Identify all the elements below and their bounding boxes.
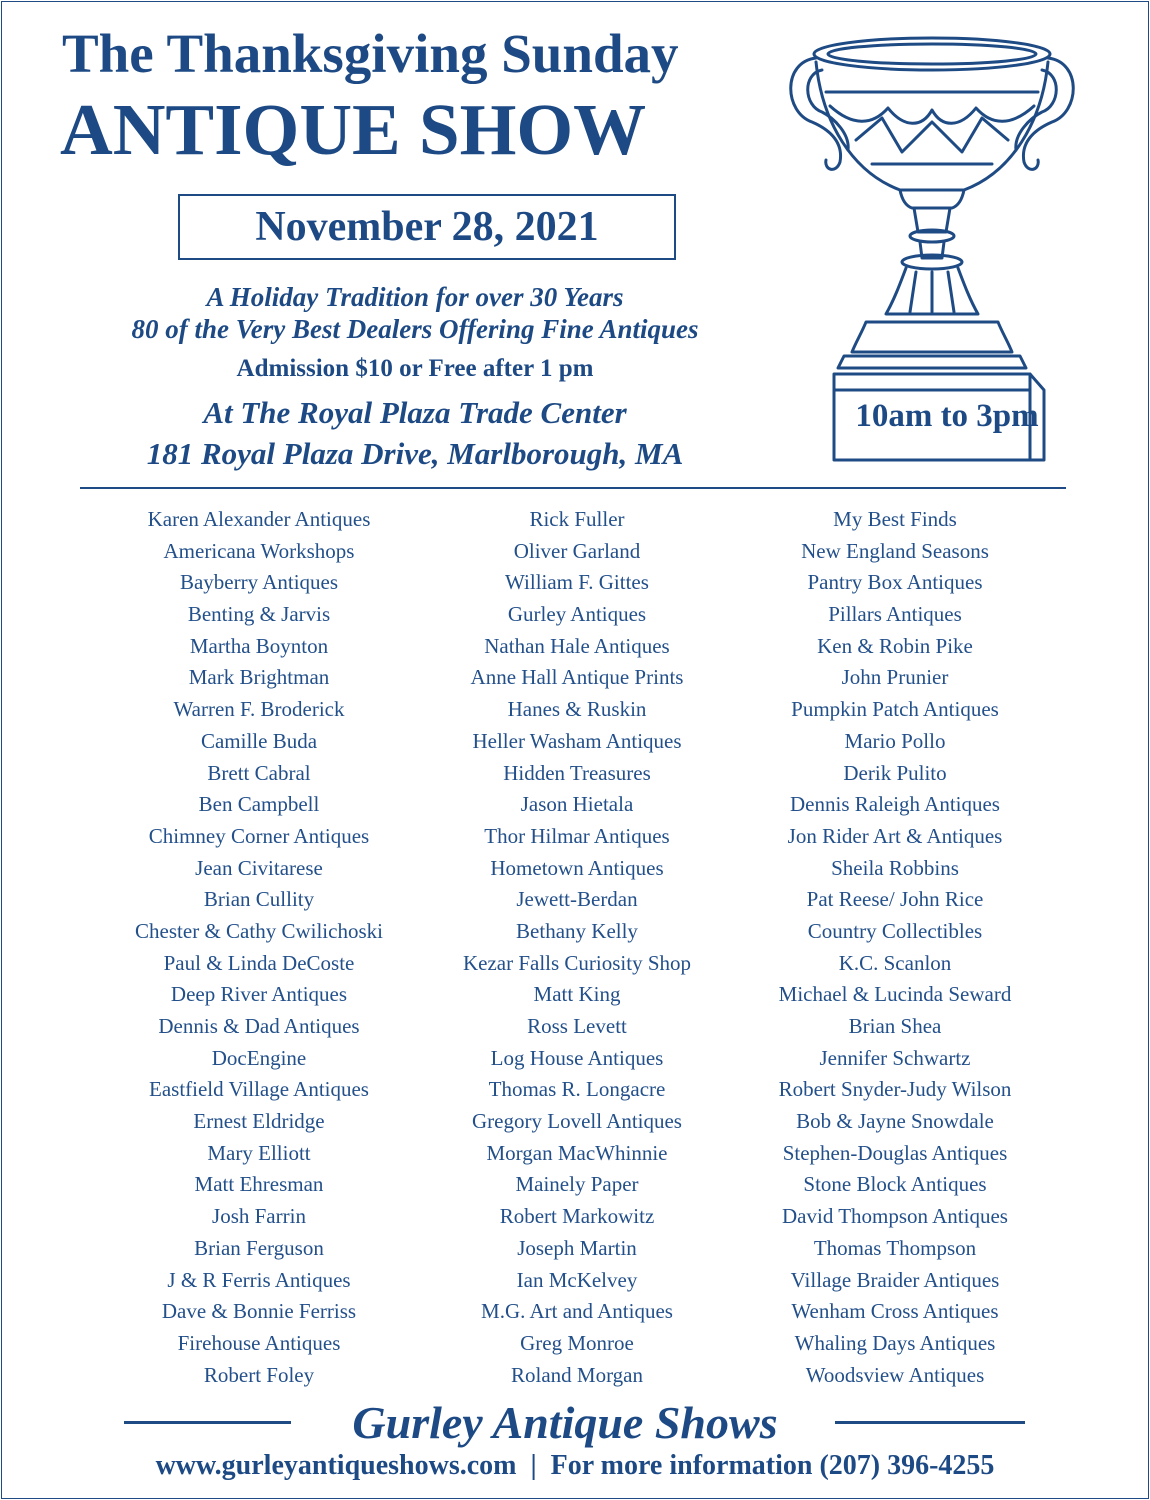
dealer-name: Thor Hilmar Antiques — [484, 823, 670, 848]
dealer-name: Ian McKelvey — [516, 1267, 638, 1292]
phone-info: For more information (207) 396-4255 — [550, 1450, 995, 1481]
dealer-name: New England Seasons — [801, 538, 989, 563]
dealer-name: Bethany Kelly — [516, 918, 638, 943]
dealer-column-3 — [715, 504, 1075, 1391]
dealer-name: Kezar Falls Curiosity Shop — [462, 950, 692, 975]
dealer-name: Camille Buda — [200, 728, 318, 753]
dealer-name: Ernest Eldridge — [193, 1109, 325, 1134]
title-line-1: The Thanksgiving Sunday — [62, 23, 679, 84]
dealer-name: Ken & Robin Pike — [817, 633, 973, 658]
dealer-column-2 — [397, 504, 757, 1391]
brand-rule-right — [835, 1421, 1025, 1424]
tagline-tradition: A Holiday Tradition for over 30 Years — [206, 282, 624, 312]
dealer-name: Hidden Treasures — [503, 760, 651, 785]
trophy-icon — [782, 22, 1082, 462]
dealer-name: Wenham Cross Antiques — [791, 1299, 999, 1324]
dealer-name: K.C. Scanlon — [838, 950, 952, 975]
website-link[interactable]: www.gurleyantiqueshows.com — [155, 1450, 517, 1481]
dealer-name: Jewett-Berdan — [516, 887, 638, 912]
dealer-name: Martha Boynton — [189, 633, 329, 658]
dealer-name: Benting & Jarvis — [187, 602, 331, 627]
brand-name: Gurley Antique Shows — [352, 1397, 778, 1448]
dealer-name: Robert Snyder-Judy Wilson — [778, 1077, 1012, 1102]
dealer-name: Heller Washam Antiques — [472, 728, 682, 753]
header-divider — [80, 487, 1066, 489]
dealer-name: Dave & Bonnie Ferriss — [161, 1299, 357, 1324]
dealer-name: Matt King — [533, 982, 621, 1007]
dealer-name: Roland Morgan — [510, 1362, 644, 1387]
dealer-name: Dennis & Dad Antiques — [158, 1014, 360, 1038]
dealer-name: Thomas R. Longacre — [488, 1077, 666, 1102]
dealer-name: Mark Brightman — [188, 665, 330, 690]
dealer-name: Sheila Robbins — [831, 855, 959, 880]
show-hours: 10am to 3pm — [855, 398, 1039, 434]
dealer-name: Brian Cullity — [203, 887, 315, 912]
dealer-name: Chester & Cathy Cwilichoski — [135, 918, 383, 943]
dealer-name: Pat Reese/ John Rice — [806, 887, 984, 912]
dealer-name: Americana Workshops — [163, 538, 355, 563]
dealer-column-1 — [79, 504, 439, 1391]
dealer-name: Stone Block Antiques — [803, 1172, 987, 1197]
dealer-name: Gregory Lovell Antiques — [472, 1109, 682, 1134]
dealer-name: Mainely Paper — [515, 1172, 639, 1197]
dealer-name: Ben Campbell — [198, 792, 320, 817]
dealer-name: M.G. Art and Antiques — [481, 1299, 673, 1324]
venue-name: At The Royal Plaza Trade Center — [203, 395, 627, 430]
dealer-name: Whaling Days Antiques — [794, 1330, 996, 1355]
dealer-name: Woodsview Antiques — [805, 1362, 985, 1387]
dealer-name: Nathan Hale Antiques — [484, 633, 670, 658]
dealer-name: William F. Gittes — [505, 570, 649, 595]
dealer-name: Mario Pollo — [844, 728, 946, 753]
dealer-name: Thomas Thompson — [813, 1235, 977, 1260]
dealer-name: Derik Pulito — [843, 760, 947, 785]
dealer-name: Karen Alexander Antiques — [147, 507, 371, 531]
brand-rule-left — [124, 1421, 291, 1424]
dealer-name: Log House Antiques — [490, 1045, 664, 1070]
dealer-name: Bayberry Antiques — [179, 570, 339, 595]
dealer-name: Warren F. Broderick — [173, 697, 345, 722]
dealer-name: Rick Fuller — [529, 507, 625, 531]
dealer-name: Country Collectibles — [807, 918, 983, 943]
dealer-name: Gurley Antiques — [507, 602, 647, 627]
footer-contact — [50, 1450, 1100, 1482]
dealer-name: Brett Cabral — [207, 760, 311, 785]
dealer-name: Bob & Jayne Snowdale — [796, 1109, 994, 1134]
dealer-name: Deep River Antiques — [170, 982, 348, 1007]
footer-separator: | — [530, 1450, 537, 1481]
dealer-name: Jennifer Schwartz — [819, 1045, 971, 1070]
dealer-name: Oliver Garland — [513, 538, 641, 563]
title-line-2: ANTIQUE SHOW — [60, 89, 647, 170]
dealer-name: Brian Ferguson — [194, 1235, 324, 1260]
dealer-name: Robert Markowitz — [499, 1204, 655, 1229]
dealer-name: Pantry Box Antiques — [807, 570, 983, 595]
dealer-name: Robert Foley — [203, 1362, 315, 1387]
dealer-name: Hometown Antiques — [490, 855, 664, 880]
dealer-name: Stephen-Douglas Antiques — [782, 1140, 1008, 1165]
admission-info: Admission $10 or Free after 1 pm — [236, 355, 594, 382]
dealer-name: John Prunier — [841, 665, 949, 690]
dealer-name: Morgan MacWhinnie — [486, 1140, 668, 1165]
dealer-name: David Thompson Antiques — [782, 1204, 1008, 1229]
dealer-name: Brian Shea — [848, 1014, 942, 1038]
dealer-name: DocEngine — [211, 1045, 307, 1070]
dealer-name: Jon Rider Art & Antiques — [787, 823, 1003, 848]
dealer-name: Dennis Raleigh Antiques — [790, 792, 1000, 817]
tagline-dealers: 80 of the Very Best Dealers Offering Fine Antiques — [131, 314, 699, 344]
dealer-name: Michael & Lucinda Seward — [778, 982, 1012, 1007]
dealer-name: Firehouse Antiques — [177, 1330, 341, 1355]
dealer-name: Anne Hall Antique Prints — [470, 665, 684, 690]
show-date: November 28, 2021 — [255, 204, 599, 250]
dealer-name: Jean Civitarese — [195, 855, 323, 880]
dealer-name: Ross Levett — [527, 1014, 627, 1038]
dealer-name: Village Braider Antiques — [790, 1267, 1000, 1292]
date-box — [178, 194, 676, 260]
dealer-name: Pumpkin Patch Antiques — [791, 697, 999, 722]
dealer-name: Josh Farrin — [212, 1204, 306, 1229]
dealer-name: Mary Elliott — [207, 1140, 311, 1165]
dealer-name: Eastfield Village Antiques — [149, 1077, 369, 1102]
dealer-name: Pillars Antiques — [828, 602, 962, 627]
dealer-name: J & R Ferris Antiques — [167, 1267, 351, 1292]
venue-address: 181 Royal Plaza Drive, Marlborough, MA — [146, 436, 684, 471]
dealer-name: Joseph Martin — [517, 1235, 637, 1260]
dealer-name: Greg Monroe — [520, 1330, 634, 1355]
dealer-name: Matt Ehresman — [194, 1172, 324, 1197]
dealer-name: Paul & Linda DeCoste — [163, 950, 355, 975]
dealer-name: Chimney Corner Antiques — [148, 823, 370, 848]
dealer-name: My Best Finds — [833, 507, 957, 531]
dealer-name: Jason Hietala — [520, 792, 634, 817]
dealer-name: Hanes & Ruskin — [507, 697, 647, 722]
